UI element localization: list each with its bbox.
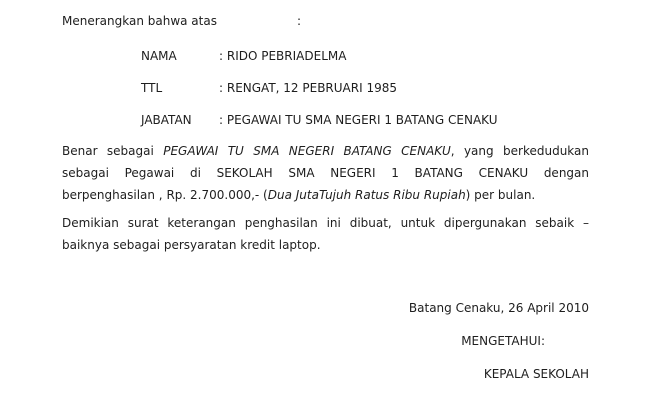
field-value-ttl: : RENGAT, 12 PEBRUARI 1985 [219,81,397,95]
paragraph1-line3 [62,184,589,206]
income-statement-paragraph [62,140,589,206]
acknowledged-label: MENGETAHUI: [461,334,545,348]
position-emphasis: PEGAWAI TU SMA NEGERI BATANG CENAKU [163,144,451,158]
paragraph1-line1 [62,140,589,162]
closing-paragraph [62,212,589,256]
intro-text: Menerangkan bahwa atas [62,14,217,28]
place-date: Batang Cenaku, 26 April 2010 [408,301,589,315]
signatory-title: KEPALA SEKOLAH [483,367,589,381]
field-label-nama: NAMA [141,49,177,63]
paragraph1-text: Benar sebagai [62,144,164,158]
paragraph1-text: , yang berkedudukan [450,144,589,158]
paragraph2-line2: baiknya sebagai persyaratan kredit laptop. [62,238,321,252]
paragraph2-line1: Demikian surat keterangan penghasilan ini dibuat, untuk dipergunakan sebaik – [62,216,589,230]
paragraph1-text: ) per bulan. [465,188,536,202]
field-value-jabatan: : PEGAWAI TU SMA NEGERI 1 BATANG CENAKU [219,113,498,127]
field-label-jabatan: JABATAN [141,113,192,127]
amount-in-words: Dua JutaTujuh Ratus Ribu Rupiah [267,188,466,202]
intro-colon: : [297,14,302,28]
paragraph1-text: berpenghasilan , Rp. 2.700.000,- ( [62,188,268,202]
paragraph1-line2: sebagai Pegawai di SEKOLAH SMA NEGERI 1 BATANG CENAKU dengan [62,166,589,180]
field-label-ttl: TTL [141,81,163,95]
field-value-nama: : RIDO PEBRIADELMA [219,49,347,63]
